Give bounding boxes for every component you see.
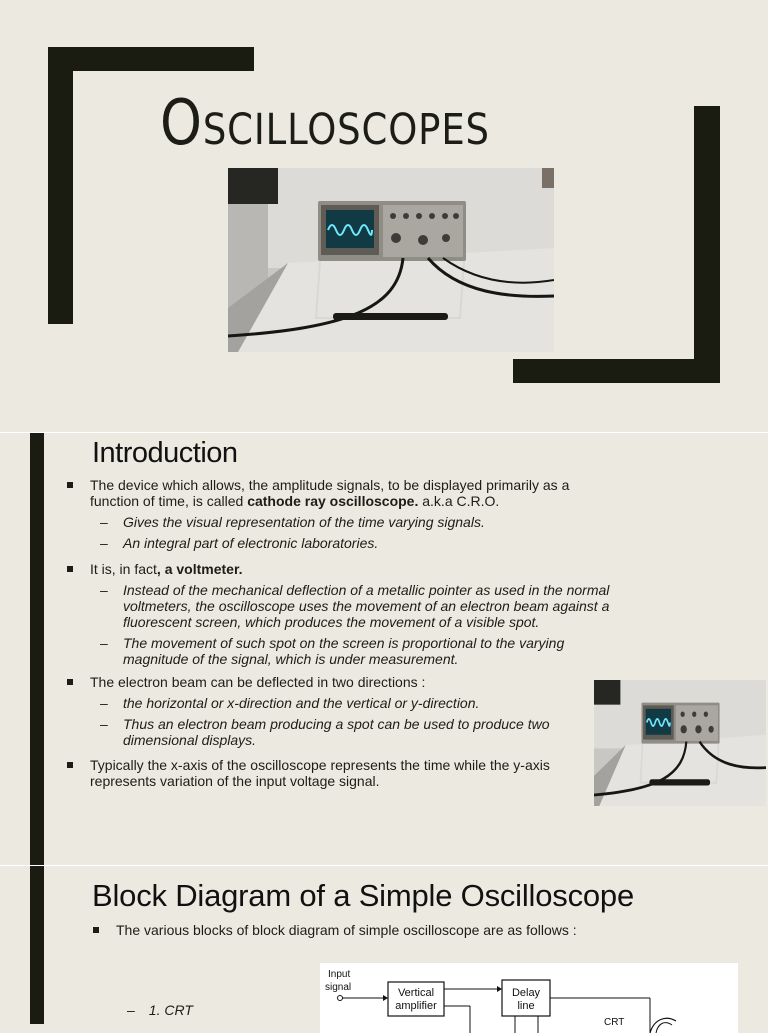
sub-bullet-2-2: [66, 635, 614, 667]
sub-bullet-3-2: [66, 716, 614, 748]
block2-label-2: line: [517, 1000, 535, 1012]
sub-bullet-1-1: [66, 514, 614, 530]
bullet-2-text: It is, in fact: [90, 561, 157, 577]
block-diagram-bullet: [92, 922, 577, 938]
slide-title: Oscilloscopes: [160, 86, 490, 159]
sub-bullet-text: The movement of such spot on the screen is proportional to the varying magnitude of the signal, which is under measurement.: [123, 635, 565, 667]
dash-icon: –: [100, 635, 108, 651]
input-terminal: [338, 996, 343, 1001]
bullet-1-bold: cathode ray oscilloscope.: [247, 493, 419, 509]
slide-left-bar: [30, 433, 44, 865]
sub-bullet-text: the horizontal or x-direction and the vertical or y-direction.: [123, 695, 480, 711]
crt-tube-icon: [656, 1023, 672, 1033]
oscilloscope-image: [594, 680, 766, 806]
dash-icon: –: [100, 695, 108, 711]
bullet-1-text: The device which allows, the amplitude signals, to be displayed primarily as a function of time, is called: [90, 477, 570, 509]
bullet-4-text: Typically the x-axis of the oscilloscope represents the time while the y-axis represents variation of the input voltage signal.: [90, 757, 550, 789]
bullet-1: [66, 477, 614, 509]
title-slide: [0, 0, 768, 432]
input-label-1: Input: [328, 969, 351, 980]
block-diagram-heading: Block Diagram of a Simple Oscilloscope: [92, 878, 634, 913]
dash-icon: –: [100, 514, 108, 530]
list-item: [127, 1002, 193, 1018]
sub-bullet-text: Gives the visual representation of the time varying signals.: [123, 514, 485, 530]
dash-icon: –: [100, 582, 108, 598]
sub-bullet-text: Thus an electron beam producing a spot can be used to produce two dimensional displays.: [123, 716, 550, 748]
oscilloscope-photo: [228, 168, 554, 352]
introduction-heading: Introduction: [92, 437, 238, 469]
bullet-3-text: The electron beam can be deflected in two directions :: [90, 674, 426, 690]
bullet-square-icon: [67, 679, 73, 685]
sub-bullet-text: An integral part of electronic laboratories.: [123, 535, 379, 551]
oscilloscope-image: [228, 168, 554, 352]
bullet-4: [66, 757, 614, 789]
slide-left-bar: [30, 866, 44, 1024]
block-diagram-svg: [320, 963, 738, 1033]
bullet-2: [66, 561, 614, 577]
input-label-2: signal: [325, 982, 352, 993]
crt-label: CRT: [604, 1017, 625, 1028]
block-diagram-bullet-text: The various blocks of block diagram of simple oscilloscope are as follows :: [116, 922, 577, 938]
sub-bullet-2-1: [66, 582, 614, 630]
sub-bullet-3-1: [66, 695, 614, 711]
bullet-1-text-tail: a.k.a C.R.O.: [418, 493, 500, 509]
block1-label-1: Vertical: [397, 987, 435, 999]
frame-top-left-vertical: [48, 47, 73, 324]
bullet-square-icon: [67, 762, 73, 768]
introduction-content: [66, 477, 614, 789]
bullet-2-bold: , a voltmeter.: [156, 561, 243, 577]
bullet-square-icon: [93, 927, 99, 933]
bullet-3: [66, 674, 614, 690]
bullet-square-icon: [67, 566, 73, 572]
sub-bullet-text: Instead of the mechanical deflection of a metallic pointer as used in the normal voltmeters, the oscilloscope uses the movement of an electron beam against a fluorescent screen, which produces the movement of a visible spot.: [123, 582, 610, 630]
dash-icon: –: [100, 716, 108, 732]
oscilloscope-photo-small: [594, 680, 766, 806]
crt-tube-icon: [650, 1018, 676, 1033]
bullet-square-icon: [67, 482, 73, 488]
sub-bullet-1-2: [66, 535, 614, 551]
arrow-icon: [383, 995, 388, 1001]
frame-bottom-right-horizontal: [513, 359, 720, 383]
dash-icon: –: [127, 1002, 135, 1018]
dash-icon: –: [100, 535, 108, 551]
block2-label-1: Delay: [511, 987, 541, 999]
frame-bottom-right-vertical: [694, 106, 720, 383]
arrow-icon: [497, 986, 502, 992]
block-diagram: [320, 963, 738, 1033]
block1-label-2: amplifier: [395, 1000, 437, 1012]
list-item-text: 1. CRT: [148, 1002, 193, 1018]
frame-top-left-horizontal: [48, 47, 254, 71]
